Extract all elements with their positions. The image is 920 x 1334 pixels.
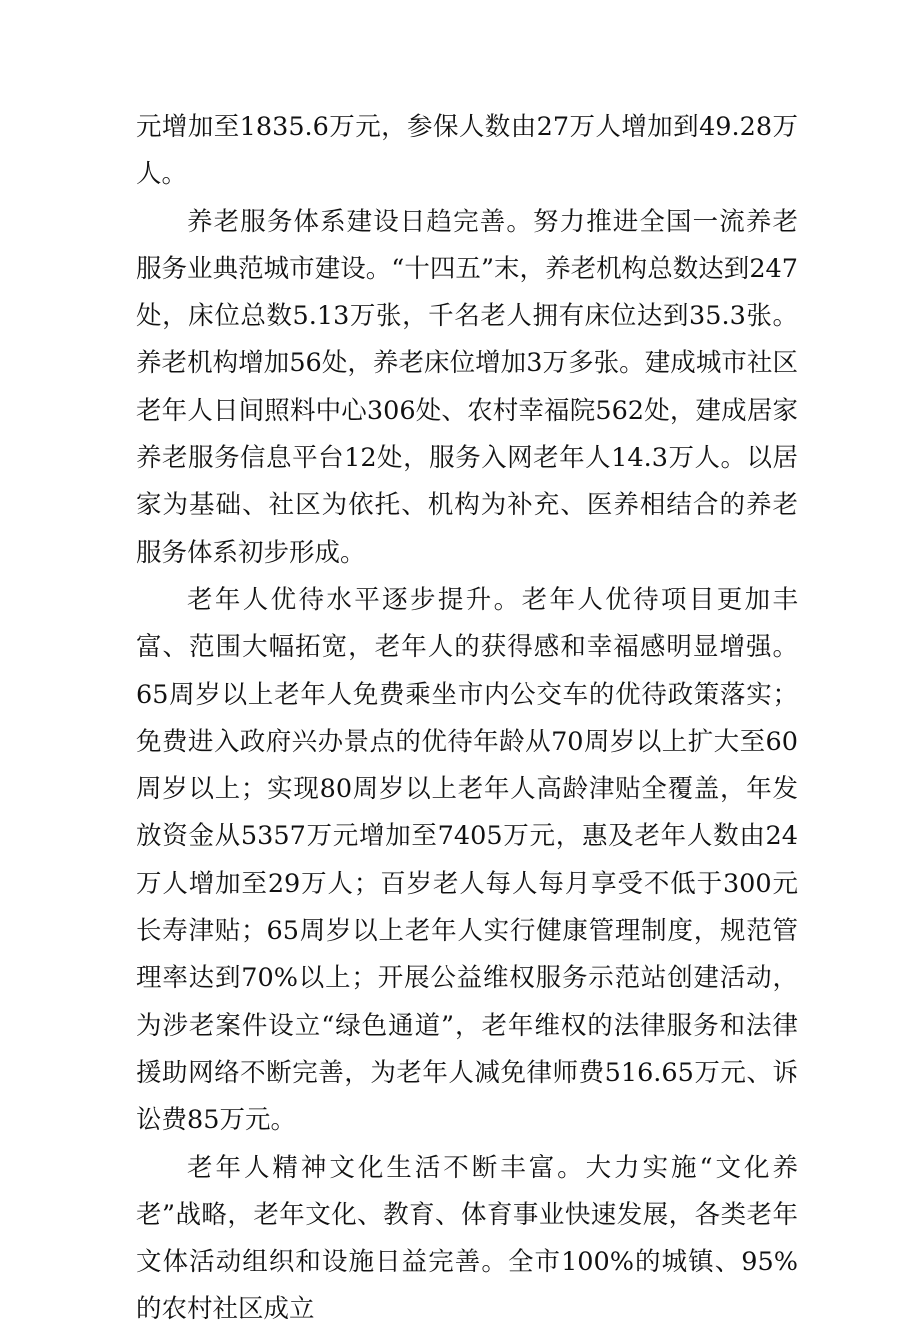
paragraph-continuation: 元增加至1835.6万元，参保人数由27万人增加到49.28万人。 [136,112,798,190]
paragraph-elderly-benefits: 老年人优待水平逐步提升。老年人优待项目更加丰富、范围大幅拓宽，老年人的获得感和幸福感明显增强。65周岁以上老年人免费乘坐市内公交车的优待政策落实；免费进入政府兴办景点的优待年龄从70周岁以上扩大至60周岁以上；实现80周岁以上老年人高龄津贴全覆盖，年发放资金从5357万元增加至7405万元，惠及老年人数由24万人增加至29万人；百岁老人每人每月享受不低于300元长寿津贴；65周岁以上老年人实行健康管理制度，规范管理率达到70%以上；开展公益维权服务示范站创建活动，为涉老案件设立“绿色通道”，老年维权的法律服务和法律援助网络不断完善，为老年人减免律师费516.65万元、诉讼费85万元。 [136,584,798,1136]
body-text [136,104,798,1334]
paragraph-elderly-culture: 老年人精神文化生活不断丰富。大力实施“文化养老”战略，老年文化、教育、体育事业快速发展，各类老年文体活动组织和设施日益完善。全市100%的城镇、95%的农村社区成立 [136,1152,798,1325]
paragraph-elderly-services: 养老服务体系建设日趋完善。努力推进全国一流养老服务业典范城市建设。“十四五”末，养老机构总数达到247处，床位总数5.13万张，千名老人拥有床位达到35.3张。养老机构增加56处，养老床位增加3万多张。建成城市社区老年人日间照料中心306处、农村幸福院562处，建成居家养老服务信息平台12处，服务入网老年人14.3万人。以居家为基础、社区为依托、机构为补充、医养相结合的养老服务体系初步形成。 [136,206,798,568]
